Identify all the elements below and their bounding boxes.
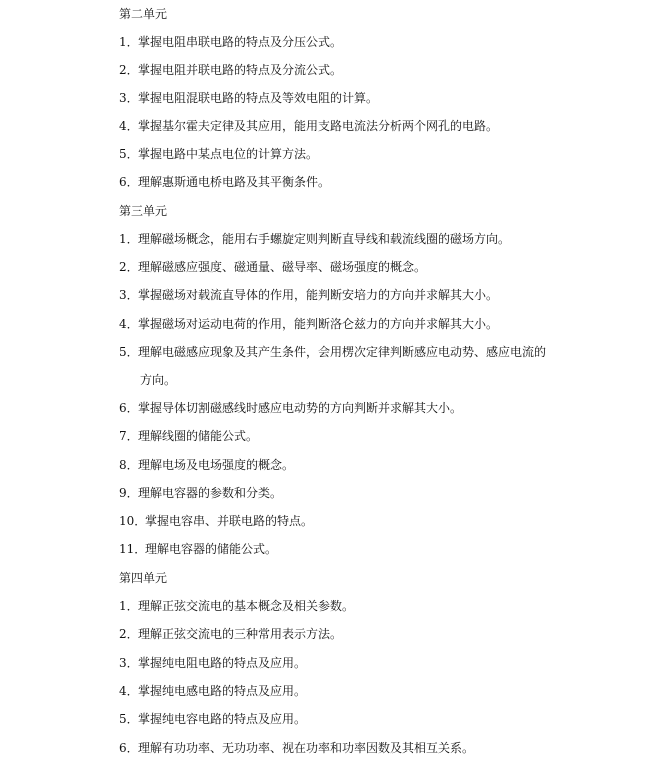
item-text: 掌握纯电感电路的特点及应用。 bbox=[138, 684, 307, 698]
list-item bbox=[119, 457, 294, 473]
list-item bbox=[119, 287, 498, 303]
item-number: 1． bbox=[119, 35, 139, 49]
list-item bbox=[119, 34, 342, 50]
list-item bbox=[119, 740, 474, 756]
item-number: 3． bbox=[119, 91, 139, 105]
section-heading: 第三单元 bbox=[119, 204, 168, 218]
list-item bbox=[119, 683, 306, 699]
list-item bbox=[119, 259, 426, 275]
item-number: 2． bbox=[119, 627, 139, 641]
item-number: 6． bbox=[119, 175, 139, 189]
item-number: 2． bbox=[119, 260, 139, 274]
item-text: 理解线圈的储能公式。 bbox=[138, 429, 259, 443]
list-item bbox=[119, 626, 342, 642]
item-text: 掌握电容串、并联电路的特点。 bbox=[145, 514, 314, 528]
list-item bbox=[119, 400, 462, 416]
item-text: 掌握基尔霍夫定律及其应用，能用支路电流法分析两个网孔的电路。 bbox=[138, 119, 499, 133]
item-number: 11． bbox=[119, 542, 147, 556]
item-number: 6． bbox=[119, 741, 139, 755]
item-number: 10． bbox=[119, 514, 147, 528]
item-text: 掌握磁场对运动电荷的作用，能判断洛仑兹力的方向并求解其大小。 bbox=[138, 317, 499, 331]
item-text: 理解电容器的参数和分类。 bbox=[138, 486, 283, 500]
item-number: 7． bbox=[119, 429, 139, 443]
item-number: 6． bbox=[119, 401, 139, 415]
item-number: 9． bbox=[119, 486, 139, 500]
item-number: 5． bbox=[119, 345, 139, 359]
item-number: 2． bbox=[119, 63, 139, 77]
list-item bbox=[119, 513, 313, 529]
list-item bbox=[119, 174, 330, 190]
item-text: 掌握纯电容电路的特点及应用。 bbox=[138, 712, 307, 726]
list-item bbox=[119, 90, 378, 106]
item-number: 1． bbox=[119, 599, 139, 613]
list-item bbox=[119, 146, 318, 162]
list-item bbox=[119, 118, 498, 134]
item-text: 掌握电路中某点电位的计算方法。 bbox=[138, 147, 319, 161]
section-heading: 第四单元 bbox=[119, 571, 168, 585]
item-number: 4． bbox=[119, 119, 139, 133]
item-text: 理解正弦交流电的基本概念及相关参数。 bbox=[138, 599, 355, 613]
item-text: 掌握电阻混联电路的特点及等效电阻的计算。 bbox=[138, 91, 379, 105]
list-item bbox=[119, 428, 258, 444]
list-item bbox=[119, 231, 510, 247]
item-text: 掌握电阻串联电路的特点及分压公式。 bbox=[138, 35, 343, 49]
item-text: 掌握磁场对载流直导体的作用，能判断安培力的方向并求解其大小。 bbox=[138, 288, 499, 302]
item-number: 4． bbox=[119, 317, 139, 331]
item-text: 理解磁感应强度、磁通量、磁导率、磁场强度的概念。 bbox=[138, 260, 427, 274]
list-item bbox=[119, 598, 354, 614]
item-text: 理解惠斯通电桥电路及其平衡条件。 bbox=[138, 175, 331, 189]
item-text: 理解正弦交流电的三种常用表示方法。 bbox=[138, 627, 343, 641]
item-number: 8． bbox=[119, 458, 139, 472]
item-text: 掌握电阻并联电路的特点及分流公式。 bbox=[138, 63, 343, 77]
list-item bbox=[119, 344, 546, 360]
item-number: 4． bbox=[119, 684, 139, 698]
item-text: 理解电场及电场强度的概念。 bbox=[138, 458, 295, 472]
list-item bbox=[119, 316, 498, 332]
item-number: 5． bbox=[119, 147, 139, 161]
list-item bbox=[119, 655, 306, 671]
list-item bbox=[119, 541, 277, 557]
item-text: 理解电磁感应现象及其产生条件，会用楞次定律判断感应电动势、感应电流的 bbox=[138, 345, 547, 359]
list-item-continuation: 方向。 bbox=[140, 373, 177, 387]
list-item bbox=[119, 485, 282, 501]
item-number: 1． bbox=[119, 232, 139, 246]
item-number: 3． bbox=[119, 288, 139, 302]
item-number: 3． bbox=[119, 656, 139, 670]
item-text: 理解电容器的储能公式。 bbox=[145, 542, 278, 556]
item-text: 理解有功功率、无功功率、视在功率和功率因数及其相互关系。 bbox=[138, 741, 475, 755]
item-text: 掌握导体切割磁感线时感应电动势的方向判断并求解其大小。 bbox=[138, 401, 463, 415]
list-item bbox=[119, 62, 342, 78]
list-item bbox=[119, 711, 306, 727]
item-number: 5． bbox=[119, 712, 139, 726]
item-text: 理解磁场概念，能用右手螺旋定则判断直导线和载流线圈的磁场方向。 bbox=[138, 232, 511, 246]
item-text: 掌握纯电阻电路的特点及应用。 bbox=[138, 656, 307, 670]
section-heading: 第二单元 bbox=[119, 7, 168, 21]
